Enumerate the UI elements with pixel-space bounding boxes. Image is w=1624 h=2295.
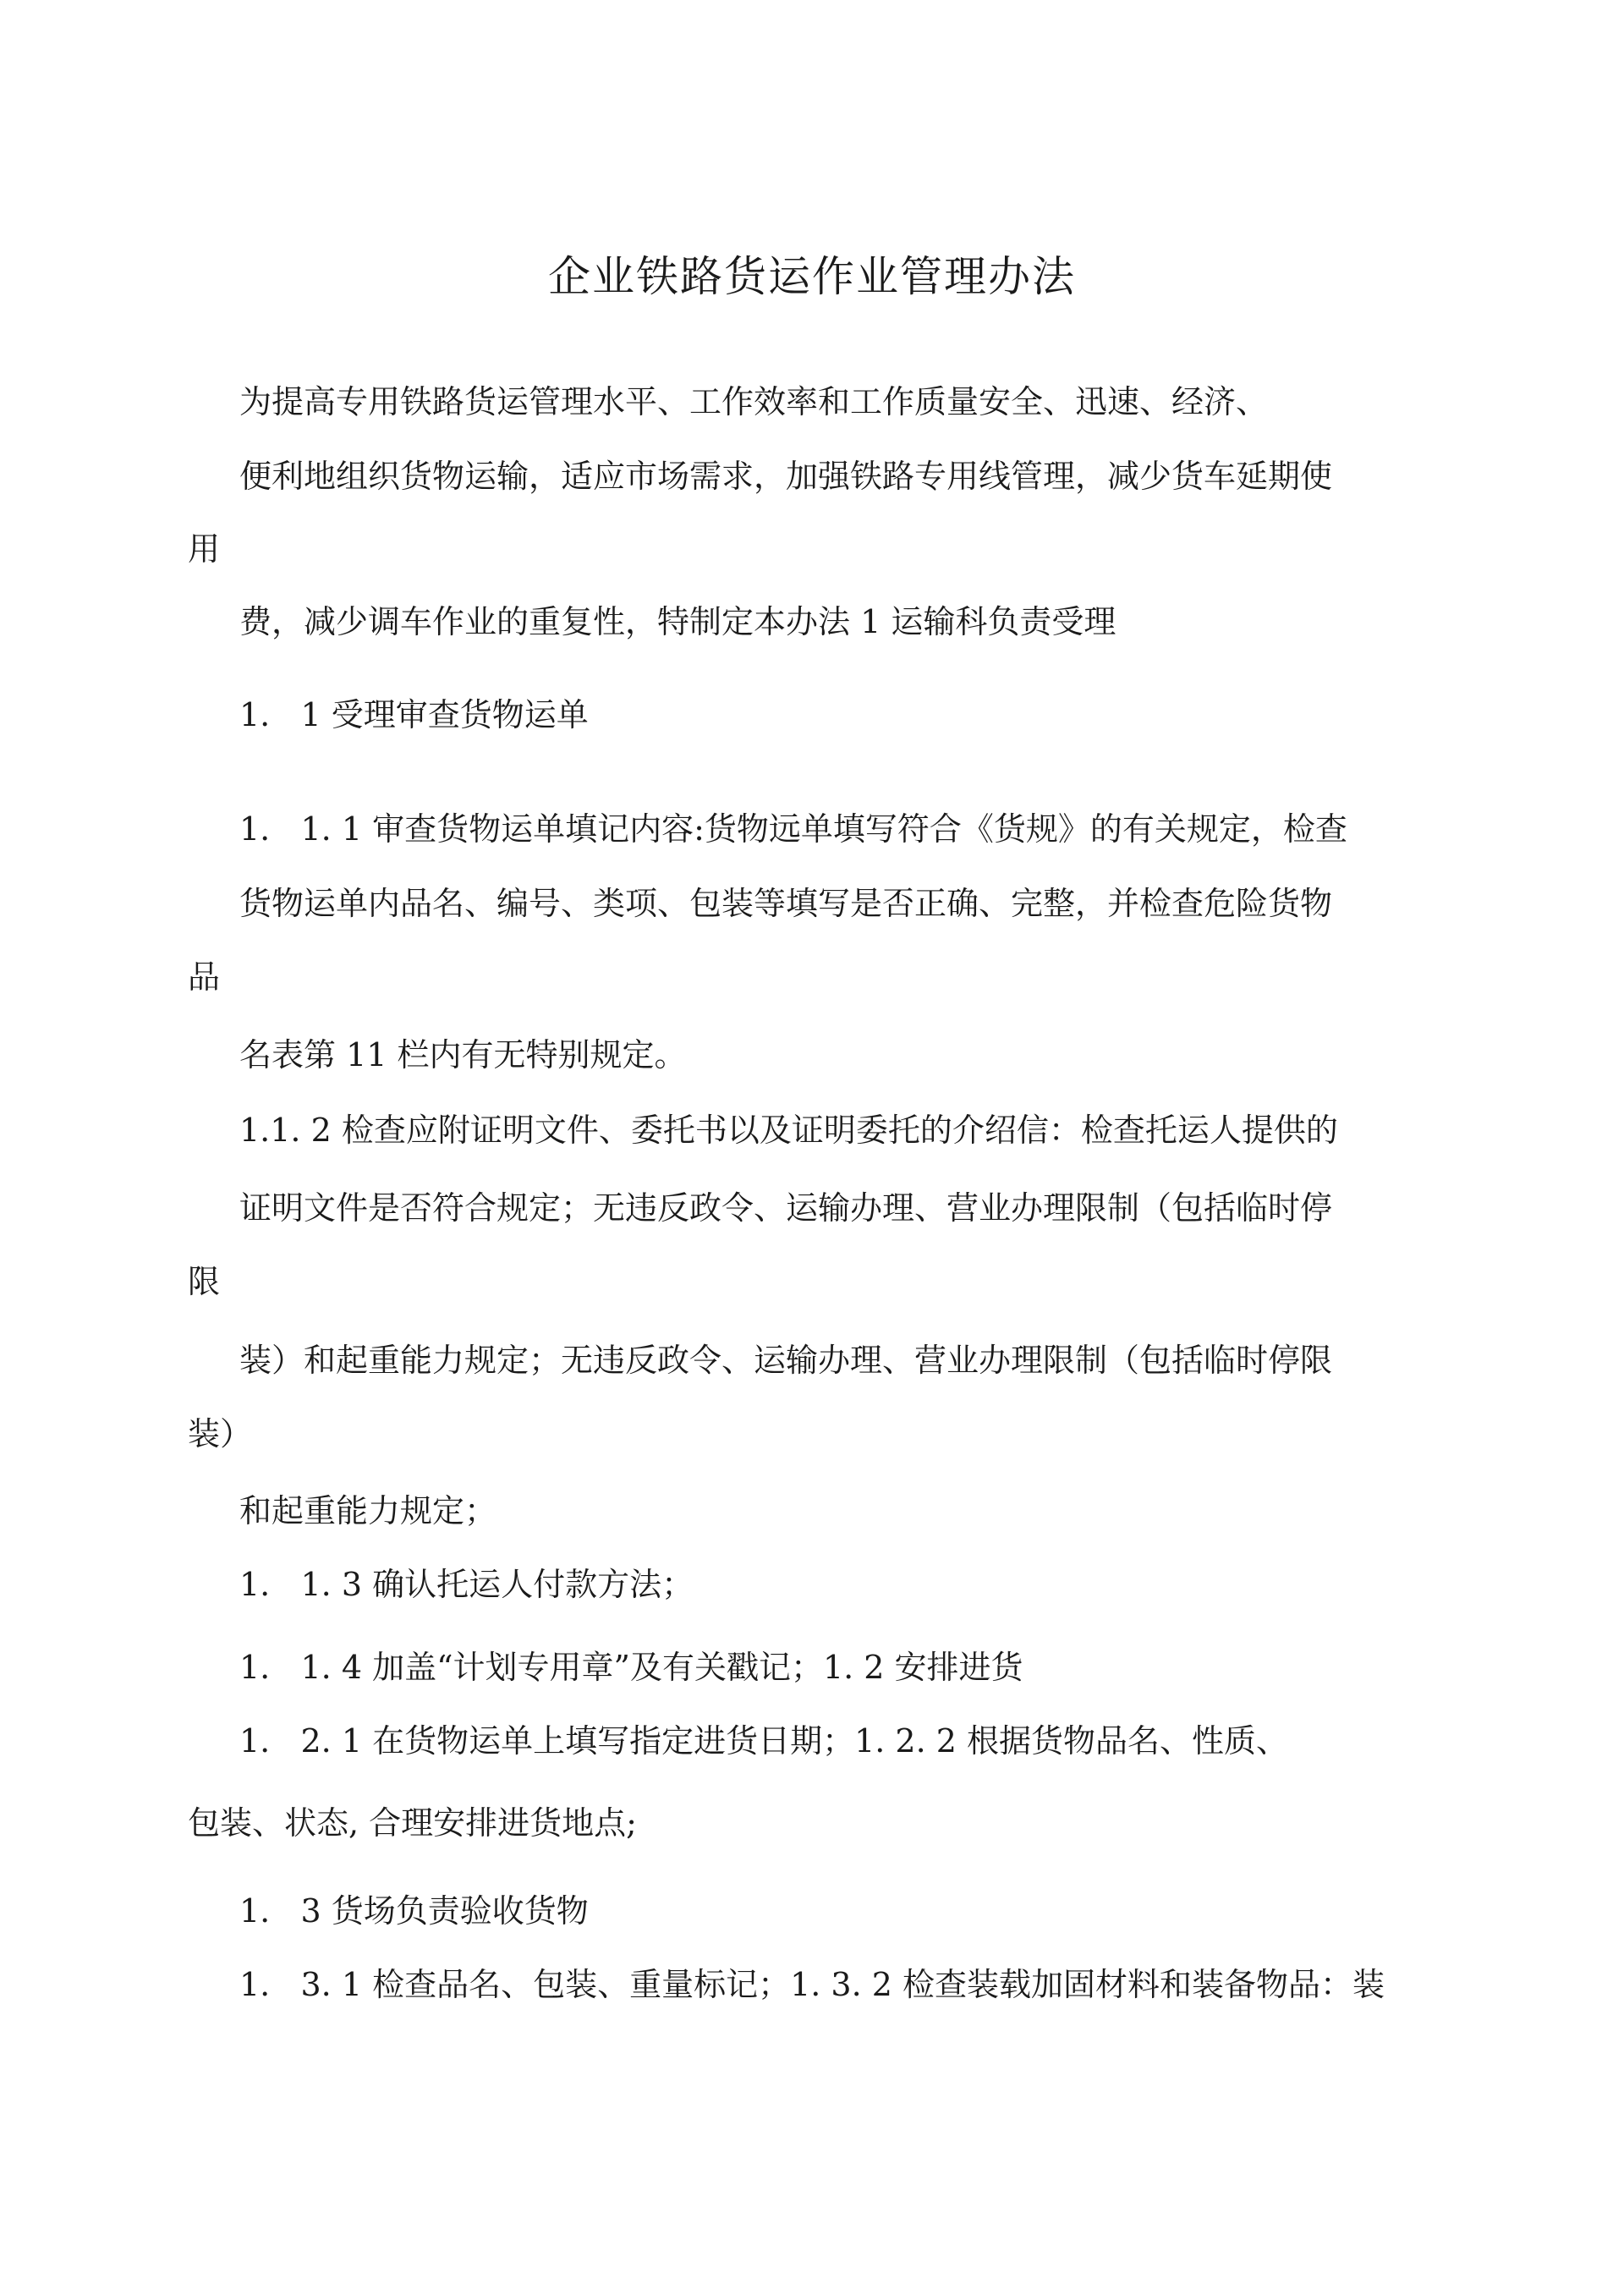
body-line: 1. 2. 1 在货物运单上填写指定进货日期；1. 2. 2 根据货物品名、性质、: [239, 1722, 1289, 1760]
page-title: 企业铁路货运作业管理办法: [548, 252, 1076, 301]
body-line: 货物运单内品名、编号、类项、包装等填写是否正确、完整，并检查危险货物: [239, 885, 1333, 922]
body-line: 限: [188, 1263, 221, 1300]
body-line: 用: [188, 530, 221, 568]
body-line: 1. 1 受理审查货物运单: [239, 696, 589, 733]
body-line: 1. 3. 1 检查品名、包装、重量标记；1. 3. 2 检查装载加固材料和装备物品：装: [239, 1966, 1385, 2003]
body-line: 为提高专用铁路货运管理水平、工作效率和工作质量安全、迅速、经济、: [239, 383, 1269, 420]
body-line: 名表第 11 栏内有无特别规定。: [239, 1036, 687, 1073]
body-line: 费，减少调车作业的重复性，特制定本办法 1 运输科负责受理: [239, 603, 1116, 640]
body-line: 和起重能力规定；: [239, 1492, 497, 1529]
body-line: 装）: [188, 1415, 253, 1452]
body-line: 1. 1. 3 确认托运人付款方法；: [239, 1566, 694, 1603]
body-line: 包装、状态, 合理安排进货地点;: [188, 1804, 637, 1842]
body-line: 品: [188, 958, 221, 996]
body-line: 1. 3 货场负责验收货物: [239, 1892, 589, 1930]
body-line: 1. 1. 1 审查货物运单填记内容:货物远单填写符合《货规》的有关规定，检查: [239, 810, 1347, 848]
body-line: 1.1. 2 检查应附证明文件、委托书以及证明委托的介绍信：检查托运人提供的: [239, 1112, 1338, 1149]
body-line: 装）和起重能力规定；无违反政令、运输办理、营业办理限制（包括临时停限: [239, 1342, 1333, 1379]
body-line: 便利地组织货物运输，适应市场需求，加强铁路专用线管理，减少货车延期使: [239, 458, 1333, 495]
body-line: 1. 1. 4 加盖“计划专用章”及有关戳记；1. 2 安排进货: [239, 1649, 1023, 1686]
body-line: 证明文件是否符合规定；无违反政令、运输办理、营业办理限制（包括临时停: [239, 1189, 1333, 1227]
